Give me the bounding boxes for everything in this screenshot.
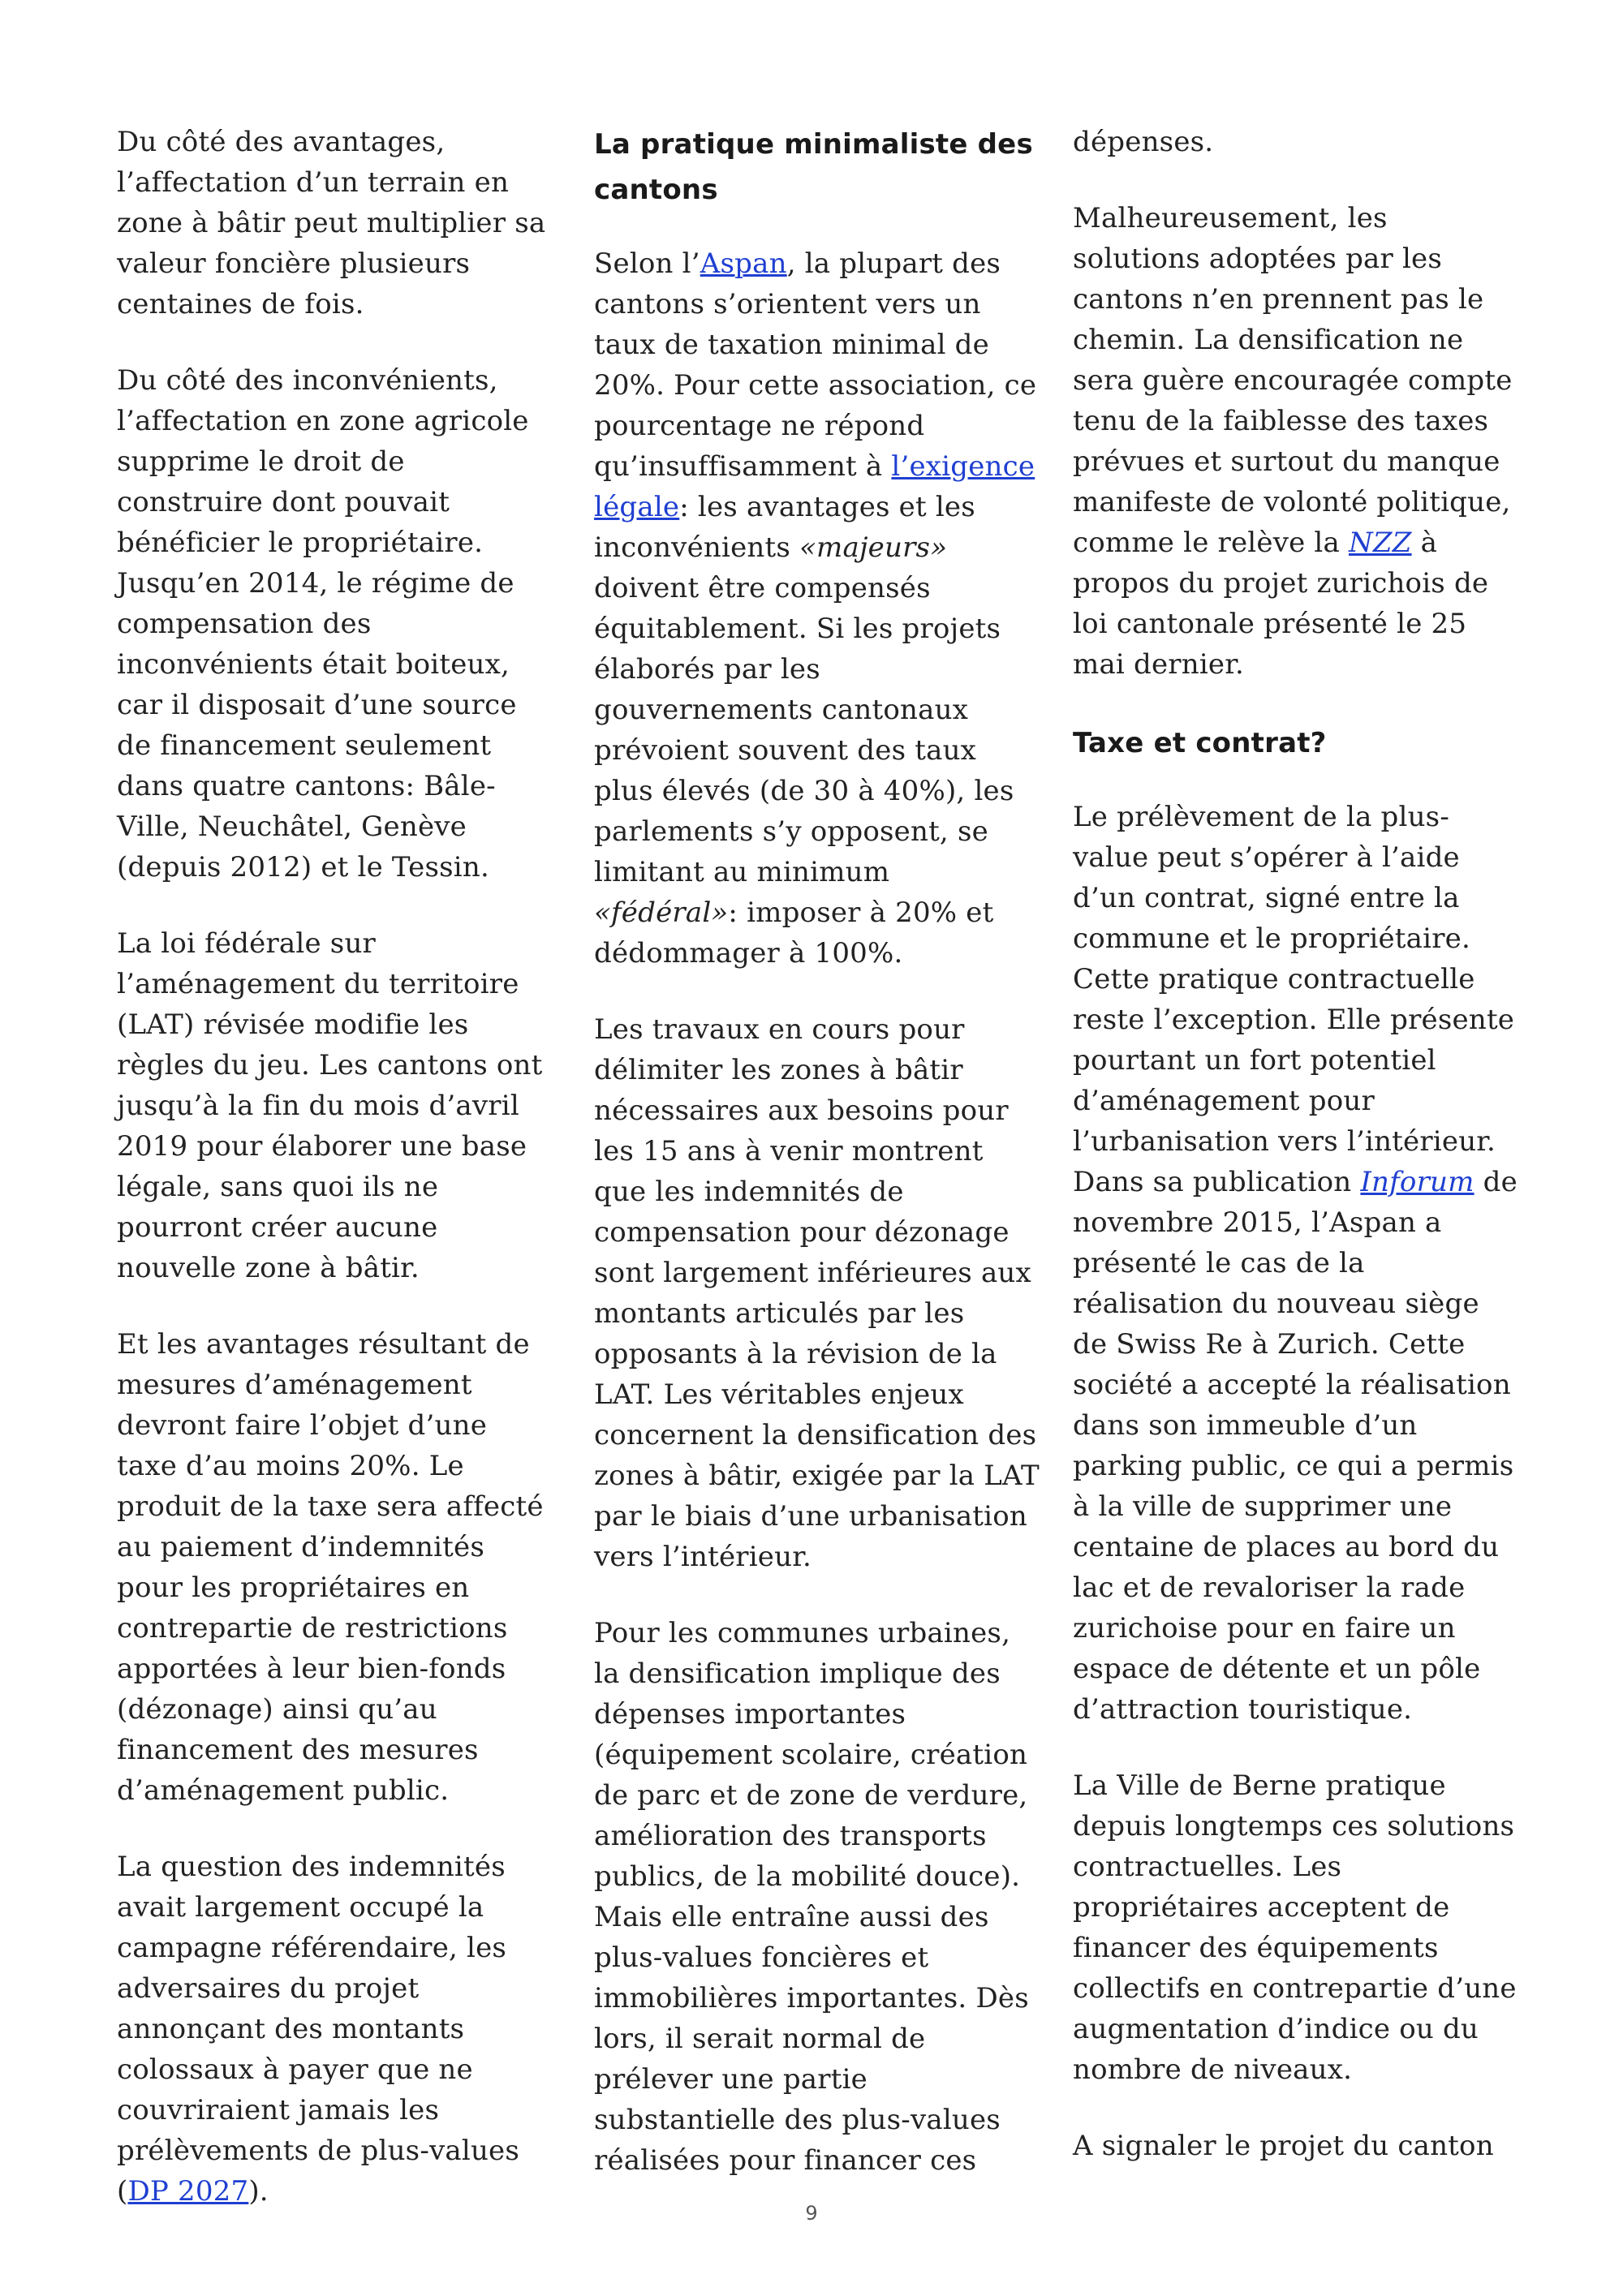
section-heading: La pratique minimaliste des cantons	[594, 128, 1033, 206]
column-3	[1073, 122, 1519, 2202]
paragraph	[1073, 198, 1519, 685]
page-number: 9	[805, 2202, 818, 2225]
emphasis: «fédéral»	[594, 896, 729, 929]
nzz-link[interactable]	[1349, 527, 1412, 559]
text-span: : les avantages et les inconvénients	[594, 491, 975, 564]
text-span: de novembre 2015, l’Aspan a présenté le cas de la réalisation du nouveau siège de Swiss Re à Zurich. Cette société a accepté la réalisation dans son immeuble d’un parking public, ce qui a permis à la ville de supprimer une centaine de places au bord du lac et de revaloriser la rade zurichoise pour en faire un espace de détente et un pôle d’attraction touristique.	[1073, 1166, 1518, 1726]
emphasis: NZZ	[1348, 527, 1412, 559]
paragraph: Et les avantages résultant de mesures d’aménagement devront faire l’objet d’une taxe d’au moins 20%. Le produit de la taxe sera affecté au paiement d’indemnités pour les propriétaires en contrepartie de restrictions apportées à leur bien-fonds (dézonage) ainsi qu’au financement des mesures d’aménagement public.	[117, 1328, 544, 1807]
text-span: : imposer à 20% et dédommager à 100%.	[594, 896, 994, 970]
inforum-link[interactable]	[1360, 1166, 1474, 1198]
text-span: Le prélèvement de la plus-value peut s’opérer à l’aide d’un contrat, signé entre la commune et le propriétaire. Cette pratique contractuelle reste l’exception. Elle présente pourtant un fort potentiel d’aménagement pour l’urbanisation vers l’intérieur. Dans sa publication	[1073, 801, 1515, 1198]
paragraph: Pour les communes urbaines, la densification implique des dépenses importantes (équipement scolaire, création de parc et de zone de verdure, amélioration des transports publics, de la mobilité douce). Mais elle entraîne aussi des plus-values foncières et immobilières importantes. Dès lors, il serait normal de prélever une partie substantielle des plus-values réalisées pour financer ces	[594, 1617, 1029, 2177]
text-span: doivent être compensés équitablement. Si les projets élaborés par les gouvernements cantonaux prévoient souvent des taux plus élevés (de 30 à 40%), les parlements s’y opposent, se limitant au minimum	[594, 572, 1014, 888]
text-span: La question des indemnités avait largement occupé la campagne référendaire, les adversaires du projet annonçant des montants colossaux à payer que ne couvriraient jamais les prélèvements de plus-values (	[117, 1851, 520, 2208]
text-span: ).	[248, 2175, 269, 2208]
emphasis: Inforum	[1360, 1166, 1474, 1198]
text-span: Selon l’	[594, 247, 700, 280]
paragraph: La loi fédérale sur l’aménagement du territoire (LAT) révisée modifie les règles du jeu. Les cantons ont jusqu’à la fin du mois d’avril 2019 pour élaborer une base légale, sans quoi ils ne pourront créer aucune nouvelle zone à bâtir.	[117, 927, 543, 1284]
paragraph: La Ville de Berne pratique depuis longtemps ces solutions contractuelles. Les propriétaires acceptent de financer des équipements collectifs en contrepartie d’une augmentation d’indice ou du nombre de niveaux.	[1073, 1769, 1517, 2086]
paragraph	[594, 243, 1040, 974]
text-span: Malheureusement, les solutions adoptées par les cantons n’en prennent pas le chemin. La densification ne sera guère encouragée compte tenu de la faiblesse des taxes prévues et surtout du manque manifeste de volonté politique, comme le relève la	[1073, 202, 1513, 559]
section-heading: Taxe et contrat?	[1073, 727, 1327, 759]
column-1	[117, 122, 555, 2247]
column-2	[594, 122, 1040, 2216]
text-span: , la plupart des cantons s’orientent vers un taux de taxation minimal de 20%. Pour cette association, ce pourcentage ne répond qu’insuffisamment à	[594, 247, 1037, 483]
text-span: à propos du projet zurichois de loi cantonale présenté le 25 mai dernier.	[1073, 527, 1489, 681]
emphasis: «majeurs»	[799, 531, 948, 564]
paragraph: Les travaux en cours pour délimiter les zones à bâtir nécessaires aux besoins pour les 15 ans à venir montrent que les indemnités de compensation pour dézonage sont largement inférieures aux montants articulés par les opposants à la révision de la LAT. Les véritables enjeux concernent la densification des zones à bâtir, exigée par la LAT par le biais d’une urbanisation vers l’intérieur.	[594, 1013, 1040, 1573]
paragraph: Du côté des avantages, l’affectation d’un terrain en zone à bâtir peut multiplier sa valeur foncière plusieurs centaines de fois.	[117, 126, 546, 320]
paragraph	[117, 1847, 555, 2212]
paragraph: dépenses.	[1073, 126, 1214, 158]
paragraph: Du côté des inconvénients, l’affectation en zone agricole supprime le droit de construire dont pouvait bénéficier le propriétaire. Jusqu’en 2014, le régime de compensation des inconvénients était boiteux, car il disposait d’une source de financement seulement dans quatre cantons: Bâle-Ville, Neuchâtel, Genève (depuis 2012) et le Tessin.	[117, 364, 529, 884]
paragraph	[1073, 797, 1519, 1730]
legal-requirement-link[interactable]: l’exigence légale	[594, 450, 1035, 523]
dp-2027-link[interactable]: DP 2027	[127, 2175, 249, 2208]
aspan-link[interactable]: Aspan	[700, 247, 787, 280]
paragraph: A signaler le projet du canton	[1073, 2130, 1494, 2162]
